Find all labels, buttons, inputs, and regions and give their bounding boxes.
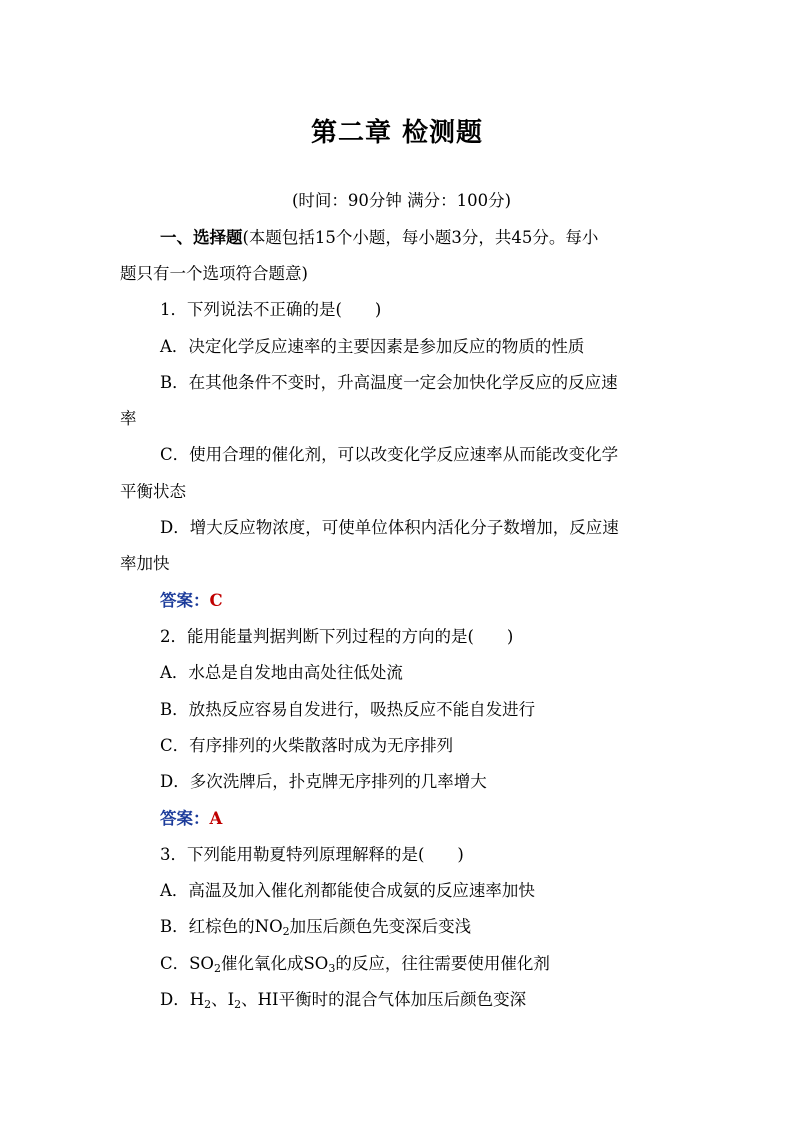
section-heading: 一、选择题 <box>160 228 243 247</box>
q1-option-d-line2: 率加快 <box>120 554 170 573</box>
time-note: (时间：90分钟 满分：100分) <box>292 191 512 210</box>
q3-option-c <box>160 953 550 975</box>
q1-option-d-line1: D．增大反应物浓度，可使单位体积内活化分子数增加，反应速 <box>160 518 619 537</box>
q1-answer <box>160 590 223 612</box>
q2-option-c: C．有序排列的火柴散落时成为无序排列 <box>160 736 454 755</box>
q2-option-a: A．水总是自发地由高处往低处流 <box>160 663 403 682</box>
q3-c-subscript: 2 <box>213 962 221 975</box>
q3-c-subscript: 3 <box>328 962 336 975</box>
q2-stem: 2．能用能量判据判断下列过程的方向的是( ) <box>160 627 514 646</box>
q3-stem: 3．下列能用勒夏特列原理解释的是( ) <box>160 845 464 864</box>
q1-answer-value: C <box>209 591 223 610</box>
q3-d-subscript: 2 <box>204 998 212 1011</box>
q1-option-c-line1: C．使用合理的催化剂，可以改变化学反应速率从而能改变化学 <box>160 445 619 464</box>
q3-b-text-rest: 加压后颜色先变深后变浅 <box>289 917 472 936</box>
q3-c-text-rest: 的反应，往往需要使用催化剂 <box>335 954 550 973</box>
q2-answer-value: A <box>209 809 223 828</box>
q1-option-c-line2: 平衡状态 <box>120 482 186 501</box>
q2-option-d: D．多次洗牌后，扑克牌无序排列的几率增大 <box>160 772 487 791</box>
q1-option-b-line2: 率 <box>120 409 137 428</box>
answer-label: 答案： <box>160 809 210 828</box>
q3-option-b <box>160 916 471 938</box>
q3-d-text-mid: 、I <box>211 990 235 1009</box>
q3-d-text-rest: 、HI平衡时的混合气体加压后颜色变深 <box>241 990 527 1009</box>
page-title: 第二章 检测题 <box>310 118 484 148</box>
q3-option-d <box>160 989 526 1011</box>
q1-stem: 1．下列说法不正确的是( ) <box>160 300 382 319</box>
q3-d-subscript: 2 <box>234 998 242 1011</box>
q1-option-a: A．决定化学反应速率的主要因素是参加反应的物质的性质 <box>160 337 585 356</box>
section-heading-line <box>160 227 598 249</box>
q3-option-a: A．高温及加入催化剂都能使合成氨的反应速率加快 <box>160 881 535 900</box>
q3-d-text: D．H <box>160 990 205 1009</box>
q2-option-b: B．放热反应容易自发进行，吸热反应不能自发进行 <box>160 700 536 719</box>
q3-c-text: C．SO <box>160 954 214 973</box>
q3-b-subscript: 2 <box>282 925 290 938</box>
q2-answer <box>160 808 222 830</box>
q3-c-text-mid: 催化氧化成SO <box>220 954 329 973</box>
q1-option-b-line1: B．在其他条件不变时，升高温度一定会加快化学反应的反应速 <box>160 373 618 392</box>
section-desc-2: 题只有一个选项符合题意) <box>120 264 308 283</box>
answer-label: 答案： <box>160 591 210 610</box>
section-desc-1: (本题包括15个小题，每小题3分，共45分。每小 <box>242 228 599 247</box>
q3-b-text: B．红棕色的NO <box>160 917 283 936</box>
